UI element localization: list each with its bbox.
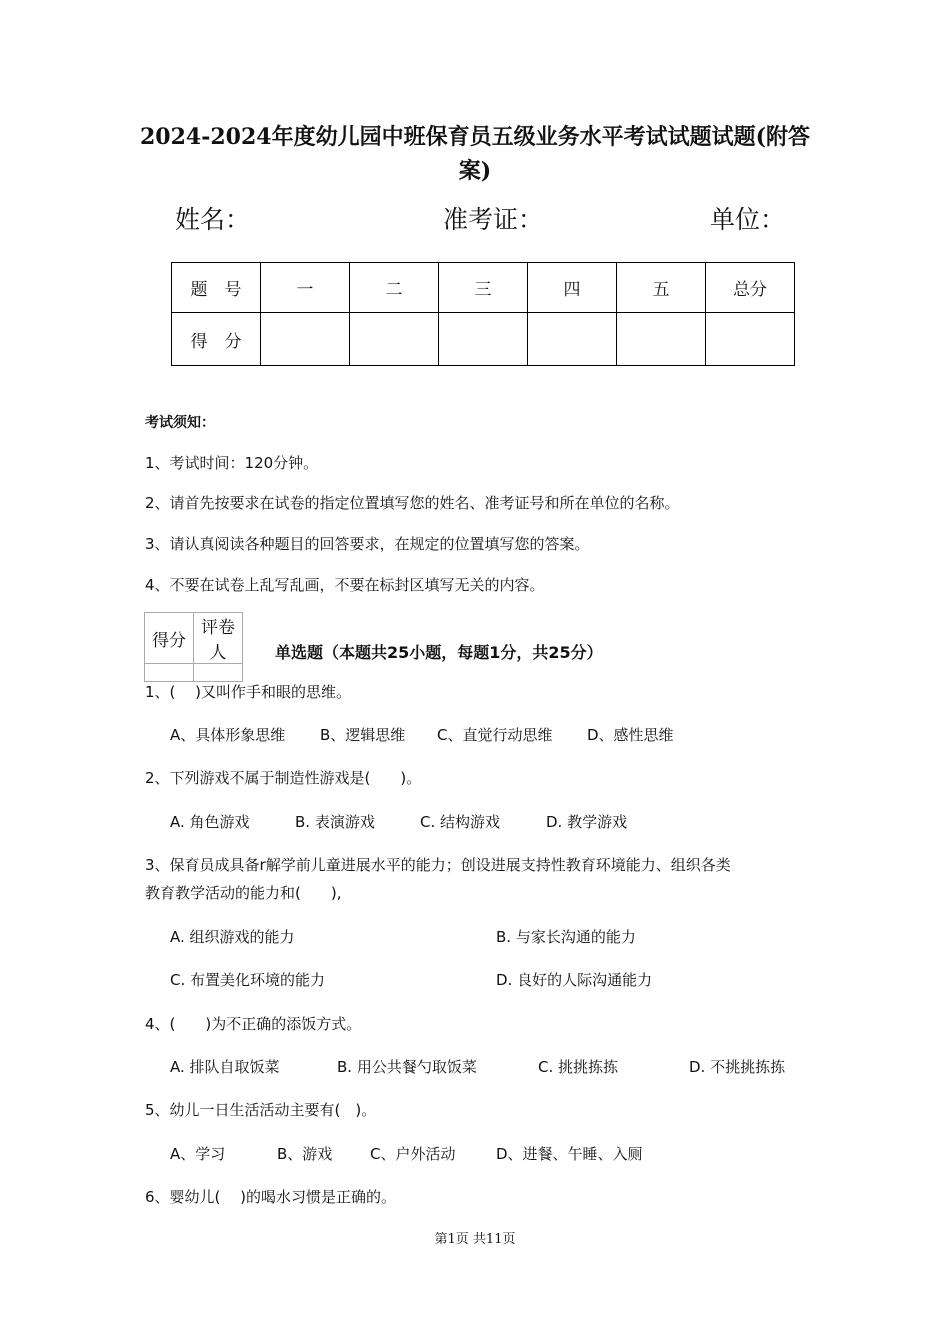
- question-option[interactable]: C、直觉行动思维: [437, 726, 553, 744]
- question-option[interactable]: A、具体形象思维: [170, 726, 286, 744]
- question-option[interactable]: C. 挑挑拣拣: [538, 1058, 619, 1076]
- question-option[interactable]: A. 角色游戏: [170, 813, 250, 831]
- question-option[interactable]: B. 与家长沟通的能力: [496, 928, 636, 946]
- question-option[interactable]: D. 良好的人际沟通能力: [496, 971, 653, 989]
- exam-id-label: 准考证：: [443, 205, 544, 234]
- question-option[interactable]: D、进餐、午睡、入厕: [496, 1145, 643, 1163]
- question-stem: 4、( )为不正确的添饭方式。: [145, 1015, 362, 1033]
- section-heading: 单选题（本题共25小题，每题1分，共25分）: [275, 643, 603, 662]
- score-cell[interactable]: [706, 313, 795, 366]
- score-table-header-cell: 一: [261, 263, 350, 313]
- score-table-score-row: [172, 313, 795, 366]
- question-stem: 6、婴幼儿( )的喝水习惯是正确的。: [145, 1188, 397, 1206]
- score-table-header-cell: 总分: [706, 263, 795, 313]
- question-option[interactable]: C、户外活动: [370, 1145, 456, 1163]
- score-cell[interactable]: [261, 313, 350, 366]
- notice-item: 3、请认真阅读各种题目的回答要求，在规定的位置填写您的答案。: [145, 535, 590, 553]
- question-stem: 2、下列游戏不属于制造性游戏是( )。: [145, 769, 422, 787]
- name-label: 姓名：: [175, 205, 251, 234]
- score-table-header-cell: 四: [528, 263, 617, 313]
- question-stem: 3、保育员成具备r解学前儿童进展水平的能力；创设进展支持性教育环境能力、组织各类: [145, 856, 731, 874]
- candidate-info-row: [175, 200, 785, 240]
- question-option[interactable]: D. 教学游戏: [546, 813, 628, 831]
- question-option[interactable]: D. 不挑挑拣拣: [689, 1058, 786, 1076]
- page-footer: 第1页 共11页: [434, 1232, 516, 1247]
- score-table-header-row: [172, 263, 795, 313]
- question-option[interactable]: A、学习: [170, 1145, 226, 1163]
- grader-reviewer-cell[interactable]: [194, 664, 243, 682]
- grader-score-cell[interactable]: [145, 664, 194, 682]
- question-option[interactable]: B. 用公共餐勺取饭菜: [337, 1058, 477, 1076]
- question-option[interactable]: B、游戏: [277, 1145, 333, 1163]
- score-row-label: 得 分: [172, 313, 261, 366]
- grader-table: [144, 612, 243, 682]
- question-option[interactable]: B、逻辑思维: [320, 726, 406, 744]
- page-title: 2024-2024年度幼儿园中班保育员五级业务水平考试试题试题(附答案): [139, 124, 810, 184]
- question-option[interactable]: C. 布置美化环境的能力: [170, 971, 326, 989]
- unit-label: 单位：: [710, 205, 786, 234]
- notice-item: 2、请首先按要求在试卷的指定位置填写您的姓名、准考证号和所在单位的名称。: [145, 494, 680, 512]
- notice-item: 4、不要在试卷上乱写乱画，不要在标封区填写无关的内容。: [145, 576, 545, 594]
- question-option[interactable]: A. 组织游戏的能力: [170, 928, 295, 946]
- question-stem-continued: 教育教学活动的能力和( ),: [145, 884, 342, 902]
- question-option[interactable]: C. 结构游戏: [420, 813, 501, 831]
- grader-score-label: 得分: [145, 613, 194, 664]
- score-cell[interactable]: [439, 313, 528, 366]
- score-table-header-cell: 三: [439, 263, 528, 313]
- score-cell[interactable]: [617, 313, 706, 366]
- question-option[interactable]: B. 表演游戏: [295, 813, 375, 831]
- question-stem: 5、幼儿一日生活活动主要有( )。: [145, 1101, 377, 1119]
- score-table-header-cell: 二: [350, 263, 439, 313]
- question-option[interactable]: D、感性思维: [587, 726, 674, 744]
- question-option[interactable]: A. 排队自取饭菜: [170, 1058, 280, 1076]
- score-table-header-cell: 题 号: [172, 263, 261, 313]
- score-table-header-cell: 五: [617, 263, 706, 313]
- score-cell[interactable]: [528, 313, 617, 366]
- grader-reviewer-label: 评卷人: [194, 613, 243, 664]
- question-stem: 1、( )又叫作手和眼的思维。: [145, 683, 352, 701]
- notice-heading: 考试须知：: [145, 415, 215, 431]
- notice-item: 1、考试时间：120分钟。: [145, 454, 319, 472]
- score-cell[interactable]: [350, 313, 439, 366]
- score-table: [171, 262, 795, 366]
